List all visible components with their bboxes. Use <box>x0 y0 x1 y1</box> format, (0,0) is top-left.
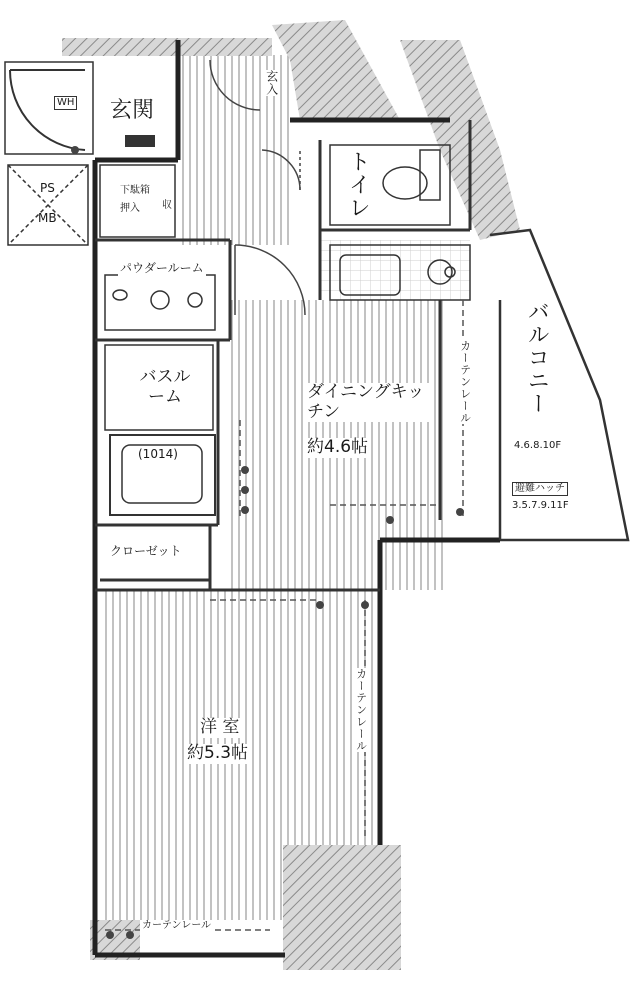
balcony-label: バルコニー <box>522 300 551 415</box>
water-heater-label: WH <box>54 96 77 110</box>
curtain-rail-room-label: カーテンレール <box>352 668 369 752</box>
entrance-label: 玄関 <box>110 98 155 123</box>
entrance-step <box>125 135 155 147</box>
shoe-storage-sub-label: 押入 <box>120 203 140 214</box>
evacuation-hatch-label: 避難ハッチ <box>512 482 568 496</box>
powder-room-fixtures <box>105 275 215 330</box>
powder-room-label: パウダールーム <box>120 261 204 275</box>
entrance-door-label: 玄入 <box>262 70 280 96</box>
top-structure <box>62 38 272 56</box>
shoe-storage-label: 下駄箱 <box>120 185 150 196</box>
dining-kitchen-size: 約4.6帖 <box>307 437 369 457</box>
toilet-label: トイレ <box>343 150 372 219</box>
kitchen-counter-floor <box>320 240 470 300</box>
mb-label: MB <box>38 211 57 225</box>
western-room-label: 洋 室 <box>200 717 240 737</box>
dining-kitchen-label: ダイニングキッチン <box>305 383 429 422</box>
balcony-floors-label: 4.6.8.10F <box>514 440 562 451</box>
curtain-rail-dk-label: カーテンレール <box>456 340 473 424</box>
curtain-rail-bottom-label: カーテンレール <box>142 920 212 931</box>
closet-label: クローゼット <box>110 544 182 558</box>
bottom-right-column <box>283 845 401 970</box>
evacuation-floors-label: 3.5.7.9.11F <box>512 500 569 511</box>
western-room-size: 約5.3帖 <box>187 743 249 763</box>
storage-label: 収 <box>162 200 172 211</box>
ps-mb-shaft <box>8 165 88 245</box>
right-structure <box>400 40 520 240</box>
bathtub-size-label: (1014) <box>138 447 178 461</box>
top-right-column <box>272 20 400 120</box>
bathroom-label: バスルーム <box>139 367 191 407</box>
ps-label: PS <box>40 181 55 195</box>
entrance-door <box>5 62 93 154</box>
